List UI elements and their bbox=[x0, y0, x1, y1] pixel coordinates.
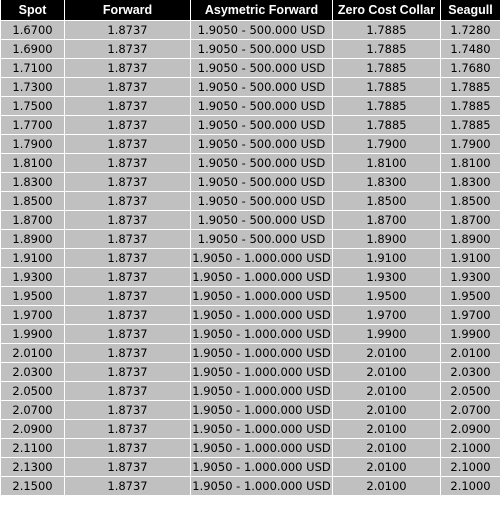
cell-asymetric-forward: 1.9050 - 1.000.000 USD bbox=[191, 287, 333, 306]
table-row bbox=[1, 211, 500, 230]
cell-spot: 2.0100 bbox=[1, 344, 65, 363]
cell-forward: 1.8737 bbox=[65, 97, 191, 116]
table-row bbox=[1, 97, 500, 116]
cell-asymetric-forward: 1.9050 - 500.000 USD bbox=[191, 135, 333, 154]
cell-spot: 1.8700 bbox=[1, 211, 65, 230]
cell-spot: 1.7300 bbox=[1, 78, 65, 97]
cell-spot: 2.0700 bbox=[1, 401, 65, 420]
cell-zero-cost-collar: 1.7885 bbox=[333, 59, 441, 78]
cell-spot: 1.9300 bbox=[1, 268, 65, 287]
cell-seagull: 2.0900 bbox=[441, 420, 500, 439]
cell-asymetric-forward: 1.9050 - 500.000 USD bbox=[191, 230, 333, 249]
cell-zero-cost-collar: 1.9300 bbox=[333, 268, 441, 287]
cell-spot: 1.6900 bbox=[1, 40, 65, 59]
table-row bbox=[1, 439, 500, 458]
cell-asymetric-forward: 1.9050 - 1.000.000 USD bbox=[191, 268, 333, 287]
cell-zero-cost-collar: 2.0100 bbox=[333, 458, 441, 477]
cell-asymetric-forward: 1.9050 - 1.000.000 USD bbox=[191, 382, 333, 401]
cell-forward: 1.8737 bbox=[65, 268, 191, 287]
cell-zero-cost-collar: 1.9700 bbox=[333, 306, 441, 325]
cell-asymetric-forward: 1.9050 - 500.000 USD bbox=[191, 78, 333, 97]
table-row bbox=[1, 344, 500, 363]
cell-seagull: 1.9700 bbox=[441, 306, 500, 325]
cell-spot: 1.7900 bbox=[1, 135, 65, 154]
cell-zero-cost-collar: 1.7885 bbox=[333, 21, 441, 40]
cell-asymetric-forward: 1.9050 - 1.000.000 USD bbox=[191, 325, 333, 344]
cell-seagull: 2.0100 bbox=[441, 344, 500, 363]
cell-asymetric-forward: 1.9050 - 1.000.000 USD bbox=[191, 249, 333, 268]
table-row bbox=[1, 230, 500, 249]
table-row bbox=[1, 116, 500, 135]
table-row bbox=[1, 173, 500, 192]
cell-seagull: 2.1000 bbox=[441, 458, 500, 477]
cell-asymetric-forward: 1.9050 - 1.000.000 USD bbox=[191, 439, 333, 458]
cell-seagull: 1.8900 bbox=[441, 230, 500, 249]
cell-forward: 1.8737 bbox=[65, 382, 191, 401]
table-row bbox=[1, 59, 500, 78]
cell-spot: 1.7500 bbox=[1, 97, 65, 116]
cell-forward: 1.8737 bbox=[65, 78, 191, 97]
cell-forward: 1.8737 bbox=[65, 116, 191, 135]
cell-spot: 2.0300 bbox=[1, 363, 65, 382]
cell-zero-cost-collar: 2.0100 bbox=[333, 401, 441, 420]
cell-forward: 1.8737 bbox=[65, 249, 191, 268]
table-row bbox=[1, 325, 500, 344]
table-row bbox=[1, 78, 500, 97]
table-row bbox=[1, 420, 500, 439]
table-row bbox=[1, 306, 500, 325]
cell-zero-cost-collar: 1.8300 bbox=[333, 173, 441, 192]
cell-forward: 1.8737 bbox=[65, 420, 191, 439]
cell-forward: 1.8737 bbox=[65, 211, 191, 230]
cell-zero-cost-collar: 1.7885 bbox=[333, 116, 441, 135]
cell-seagull: 1.7900 bbox=[441, 135, 500, 154]
table-row bbox=[1, 477, 500, 496]
cell-spot: 1.9500 bbox=[1, 287, 65, 306]
cell-zero-cost-collar: 1.8700 bbox=[333, 211, 441, 230]
cell-zero-cost-collar: 2.0100 bbox=[333, 382, 441, 401]
cell-seagull: 1.7680 bbox=[441, 59, 500, 78]
cell-forward: 1.8737 bbox=[65, 477, 191, 496]
cell-seagull: 1.8100 bbox=[441, 154, 500, 173]
cell-zero-cost-collar: 1.9500 bbox=[333, 287, 441, 306]
header-zero-cost-collar: Zero Cost Collar bbox=[333, 0, 441, 21]
cell-seagull: 1.7885 bbox=[441, 116, 500, 135]
table-row bbox=[1, 363, 500, 382]
cell-asymetric-forward: 1.9050 - 500.000 USD bbox=[191, 173, 333, 192]
table-body bbox=[1, 21, 500, 496]
header-row bbox=[1, 0, 500, 21]
cell-forward: 1.8737 bbox=[65, 439, 191, 458]
cell-zero-cost-collar: 1.9100 bbox=[333, 249, 441, 268]
cell-zero-cost-collar: 1.7885 bbox=[333, 97, 441, 116]
table-row bbox=[1, 249, 500, 268]
table-row bbox=[1, 192, 500, 211]
cell-seagull: 1.9100 bbox=[441, 249, 500, 268]
cell-asymetric-forward: 1.9050 - 1.000.000 USD bbox=[191, 306, 333, 325]
cell-spot: 1.9100 bbox=[1, 249, 65, 268]
table-row bbox=[1, 40, 500, 59]
cell-asymetric-forward: 1.9050 - 500.000 USD bbox=[191, 192, 333, 211]
cell-spot: 1.7100 bbox=[1, 59, 65, 78]
header-seagull: Seagull bbox=[441, 0, 500, 21]
cell-forward: 1.8737 bbox=[65, 59, 191, 78]
cell-forward: 1.8737 bbox=[65, 40, 191, 59]
cell-forward: 1.8737 bbox=[65, 363, 191, 382]
cell-zero-cost-collar: 1.8100 bbox=[333, 154, 441, 173]
cell-zero-cost-collar: 1.7885 bbox=[333, 78, 441, 97]
header-asymetric-forward: Asymetric Forward bbox=[191, 0, 333, 21]
cell-seagull: 2.1000 bbox=[441, 439, 500, 458]
cell-forward: 1.8737 bbox=[65, 192, 191, 211]
cell-asymetric-forward: 1.9050 - 500.000 USD bbox=[191, 116, 333, 135]
cell-forward: 1.8737 bbox=[65, 21, 191, 40]
table-row bbox=[1, 458, 500, 477]
header-forward: Forward bbox=[65, 0, 191, 21]
table-row bbox=[1, 268, 500, 287]
cell-asymetric-forward: 1.9050 - 500.000 USD bbox=[191, 59, 333, 78]
cell-forward: 1.8737 bbox=[65, 344, 191, 363]
cell-forward: 1.8737 bbox=[65, 458, 191, 477]
cell-spot: 1.9900 bbox=[1, 325, 65, 344]
header-spot: Spot bbox=[1, 0, 65, 21]
cell-seagull: 1.7885 bbox=[441, 78, 500, 97]
cell-seagull: 2.0300 bbox=[441, 363, 500, 382]
cell-seagull: 1.8500 bbox=[441, 192, 500, 211]
cell-seagull: 1.8700 bbox=[441, 211, 500, 230]
cell-spot: 1.8100 bbox=[1, 154, 65, 173]
cell-forward: 1.8737 bbox=[65, 325, 191, 344]
cell-zero-cost-collar: 2.0100 bbox=[333, 344, 441, 363]
cell-forward: 1.8737 bbox=[65, 287, 191, 306]
cell-forward: 1.8737 bbox=[65, 306, 191, 325]
cell-asymetric-forward: 1.9050 - 500.000 USD bbox=[191, 40, 333, 59]
cell-zero-cost-collar: 1.8900 bbox=[333, 230, 441, 249]
cell-zero-cost-collar: 2.0100 bbox=[333, 420, 441, 439]
cell-asymetric-forward: 1.9050 - 500.000 USD bbox=[191, 97, 333, 116]
cell-seagull: 1.7885 bbox=[441, 97, 500, 116]
cell-asymetric-forward: 1.9050 - 1.000.000 USD bbox=[191, 363, 333, 382]
cell-seagull: 2.1000 bbox=[441, 477, 500, 496]
cell-asymetric-forward: 1.9050 - 1.000.000 USD bbox=[191, 458, 333, 477]
cell-asymetric-forward: 1.9050 - 500.000 USD bbox=[191, 21, 333, 40]
cell-zero-cost-collar: 1.9900 bbox=[333, 325, 441, 344]
cell-asymetric-forward: 1.9050 - 500.000 USD bbox=[191, 154, 333, 173]
cell-forward: 1.8737 bbox=[65, 154, 191, 173]
cell-spot: 1.6700 bbox=[1, 21, 65, 40]
cell-spot: 1.8300 bbox=[1, 173, 65, 192]
cell-zero-cost-collar: 2.0100 bbox=[333, 439, 441, 458]
cell-seagull: 1.9500 bbox=[441, 287, 500, 306]
table-row bbox=[1, 21, 500, 40]
cell-forward: 1.8737 bbox=[65, 401, 191, 420]
cell-asymetric-forward: 1.9050 - 1.000.000 USD bbox=[191, 344, 333, 363]
cell-seagull: 1.7480 bbox=[441, 40, 500, 59]
cell-zero-cost-collar: 1.8500 bbox=[333, 192, 441, 211]
cell-spot: 1.7700 bbox=[1, 116, 65, 135]
table-header bbox=[1, 0, 500, 21]
cell-zero-cost-collar: 2.0100 bbox=[333, 363, 441, 382]
table-row bbox=[1, 401, 500, 420]
cell-spot: 1.8500 bbox=[1, 192, 65, 211]
cell-spot: 2.1500 bbox=[1, 477, 65, 496]
cell-spot: 2.1100 bbox=[1, 439, 65, 458]
cell-spot: 2.0500 bbox=[1, 382, 65, 401]
table-row bbox=[1, 287, 500, 306]
cell-zero-cost-collar: 2.0100 bbox=[333, 477, 441, 496]
cell-seagull: 1.9900 bbox=[441, 325, 500, 344]
cell-seagull: 1.9300 bbox=[441, 268, 500, 287]
cell-seagull: 1.7280 bbox=[441, 21, 500, 40]
cell-seagull: 1.8300 bbox=[441, 173, 500, 192]
cell-zero-cost-collar: 1.7885 bbox=[333, 40, 441, 59]
cell-spot: 1.9700 bbox=[1, 306, 65, 325]
cell-spot: 2.0900 bbox=[1, 420, 65, 439]
cell-seagull: 2.0500 bbox=[441, 382, 500, 401]
table-row bbox=[1, 154, 500, 173]
cell-asymetric-forward: 1.9050 - 1.000.000 USD bbox=[191, 401, 333, 420]
cell-spot: 1.8900 bbox=[1, 230, 65, 249]
cell-forward: 1.8737 bbox=[65, 173, 191, 192]
cell-forward: 1.8737 bbox=[65, 135, 191, 154]
cell-asymetric-forward: 1.9050 - 1.000.000 USD bbox=[191, 420, 333, 439]
table-row bbox=[1, 382, 500, 401]
cell-asymetric-forward: 1.9050 - 1.000.000 USD bbox=[191, 477, 333, 496]
cell-forward: 1.8737 bbox=[65, 230, 191, 249]
cell-seagull: 2.0700 bbox=[441, 401, 500, 420]
cell-zero-cost-collar: 1.7900 bbox=[333, 135, 441, 154]
cell-spot: 2.1300 bbox=[1, 458, 65, 477]
cell-asymetric-forward: 1.9050 - 500.000 USD bbox=[191, 211, 333, 230]
table-row bbox=[1, 135, 500, 154]
